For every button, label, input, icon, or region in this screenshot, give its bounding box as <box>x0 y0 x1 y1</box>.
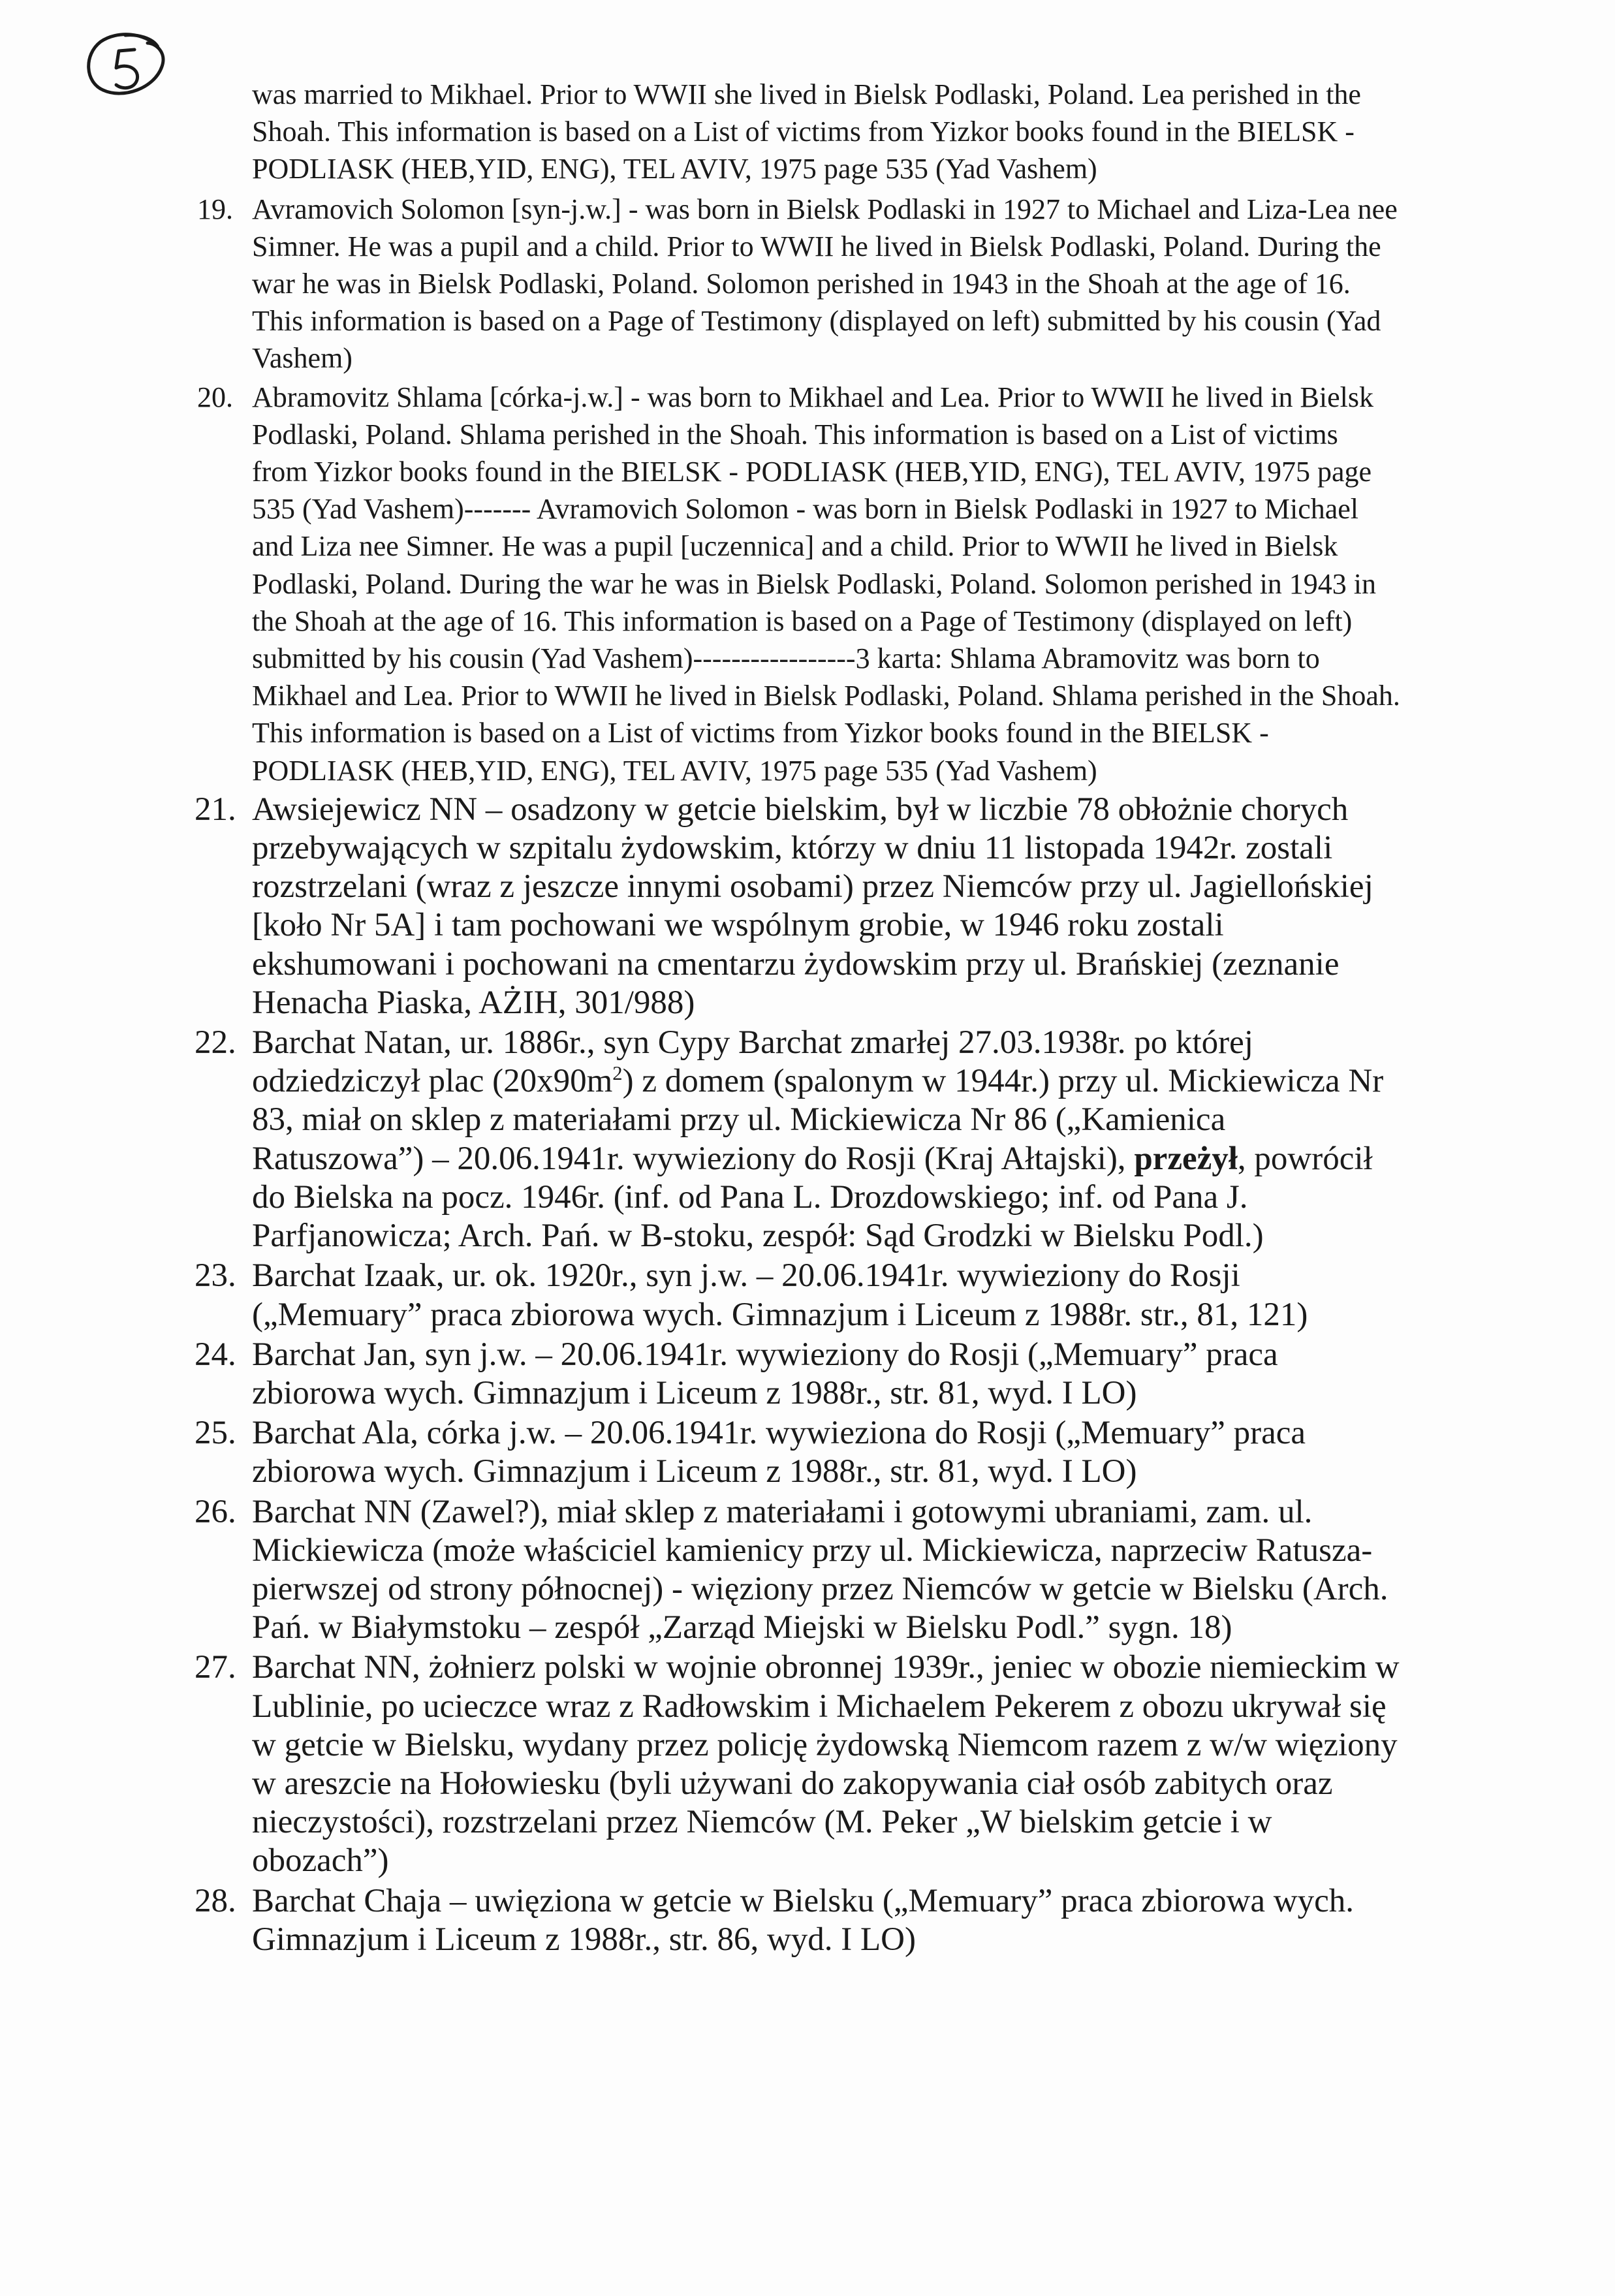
item-number: 22. <box>195 1024 236 1062</box>
list-item <box>195 1882 1401 1959</box>
item-text: Barchat NN (Zawel?), miał sklep z materiałami i gotowymi ubraniami, zam. ul. Mickiewicza (może właściciel kamienicy przy ul. Mickiewicza, naprzeciw Ratusza-pierwszej od strony północnej) - więziony przez Niemców w getcie w Bielsku (Arch. Pań. w Białymstoku – zespół „Zarząd Miejski w Bielsku Podl.” sygn. 18) <box>252 1493 1388 1646</box>
list-item <box>197 379 1401 789</box>
list-item <box>195 1336 1401 1413</box>
list-item <box>195 1414 1401 1491</box>
item-text: Barchat Chaja – uwięziona w getcie w Bielsku („Memuary” praca zbiorowa wych. Gimnazjum i Liceum z 1988r., str. 86, wyd. I LO) <box>252 1882 1355 1958</box>
item-number: 24. <box>195 1336 236 1373</box>
item-text: Avramovich Solomon [syn-j.w.] - was born in Bielsk Podlaski in 1927 to Michael and Liza-Lea nee Simner. He was a pupil and a child. Prior to WWII he lived in Bielsk Podlaski, Poland. During the war he was in Bielsk Podlaski, Poland. Solomon perished in 1943 in the Shoah at the age of 16. This information is based on a Page of Testimony (displayed on left) submitted by his cousin (Yad Vashem) <box>252 193 1398 375</box>
item-number: 20. <box>197 381 233 413</box>
item-text-part: , powrócił do Bielska na pocz. 1946r. (inf. od Pana L. Drozdowskiego; inf. od Pana J. Parfjanowicza; Arch. Pań. w B-stoku, zespół: Sąd Grodzki w Bielsku Podl.) <box>252 1140 1373 1255</box>
continuation-paragraph: was married to Mikhael. Prior to WWII she lived in Bielsk Podlaski, Poland. Lea perished in the Shoah. This information is based on a List of victims from Yizkor books found in the BIELSK - PODLIASK (HEB,YID, ENG), TEL AVIV, 1975 page 535 (Yad Vashem) <box>252 78 1361 185</box>
list-item <box>195 1648 1401 1880</box>
item-number: 27. <box>195 1649 236 1686</box>
superscript: 2 <box>612 1062 623 1085</box>
list-item <box>195 1493 1401 1648</box>
item-text: Barchat NN, żołnierz polski w wojnie obronnej 1939r., jeniec w obozie niemieckim w Lublinie, po ucieczce wraz z Radłowskim i Michaelem Pekerem z obozu ukrywał się w getcie w Bielsku, wydany przez policję żydowską Niemcom razem z w/w więziony w areszcie na Hołowiesku (byli używani do zakopywania ciał osób zabitych oraz nieczystości), rozstrzelani przez Niemców (M. Peker „W bielskim getcie i w obozach”) <box>252 1649 1400 1879</box>
item-number: 23. <box>195 1257 236 1295</box>
item-number: 25. <box>195 1415 236 1452</box>
item-text: Barchat Izaak, ur. ok. 1920r., syn j.w. – 20.06.1941r. wywieziony do Rosji („Memuary” praca zbiorowa wych. Gimnazjum i Liceum z 1988r. str., 81, 121) <box>252 1257 1308 1333</box>
handwritten-page-number <box>77 26 175 111</box>
item-number: 19. <box>197 193 233 225</box>
list-item <box>195 1257 1401 1334</box>
list-item <box>195 1024 1401 1255</box>
item-text: Awsiejewicz NN – osadzony w getcie bielskim, był w liczbie 78 obłożnie chorych przebywających w szpitalu żydowskim, którzy w dniu 11 listopada 1942r. zostali rozstrzelani (wraz z jeszcze innymi osobami) przez Niemców przy ul. Jagiellońskiej [koło Nr 5A] i tam pochowani we wspólnym grobie, w 1946 roku zostali ekshumowani i pochowani na cmentarzu żydowskim przy ul. Brańskiej (zeznanie Henacha Piaska, AŻIH, 301/988) <box>252 791 1373 1021</box>
item-text <box>252 1024 1401 1255</box>
item-number: 26. <box>195 1493 236 1530</box>
item-text: Barchat Ala, córka j.w. – 20.06.1941r. wywieziona do Rosji („Memuary” praca zbiorowa wych. Gimnazjum i Liceum z 1988r., str. 81, wyd. I LO) <box>252 1415 1306 1490</box>
item-text-part: Barchat Natan, ur. 1886r., syn Cypy Barchat zmarłej 27.03.1938r. po której odziedziczył plac (20x90m <box>252 1024 1253 1100</box>
item-number: 28. <box>195 1882 236 1919</box>
item-text: Abramovitz Shlama [córka-j.w.] - was born to Mikhael and Lea. Prior to WWII he lived in Bielsk Podlaski, Poland. Shlama perished in the Shoah. This information is based on a List of victims from Yizkor books found in the BIELSK - PODLIASK (HEB,YID, ENG), TEL AVIV, 1975 page 535 (Yad Vashem)------- Avramovich Solomon - was born in Bielsk Podlaski in 1927 to Michael and Liza nee Simner. He was a pupil [uczennica] and a child. Prior to WWII he lived in Bielsk Podlaski, Poland. During the war he was in Bielsk Podlaski, Poland. Solomon perished in 1943 in the Shoah at the age of 16. This information is based on a Page of Testimony (displayed on left) submitted by his cousin (Yad Vashem)-----------------3 karta: Shlama Abramovitz was born to Mikhael and Lea. Prior to WWII he lived in Bielsk Podlaski, Poland. Shlama perished in the Shoah. This information is based on a List of victims from Yizkor books found in the BIELSK - PODLIASK (HEB,YID, ENG), TEL AVIV, 1975 page 535 (Yad Vashem) <box>252 381 1400 787</box>
list-item <box>195 791 1401 1022</box>
item-text: Barchat Jan, syn j.w. – 20.06.1941r. wywieziony do Rosji („Memuary” praca zbiorowa wych. Gimnazjum i Liceum z 1988r., str. 81, wyd. I LO) <box>252 1336 1278 1411</box>
item-number: 21. <box>195 791 236 828</box>
list-item <box>197 191 1401 377</box>
bold-text: przeżył <box>1134 1140 1238 1177</box>
document-body <box>195 76 1401 1960</box>
item-text-part: ) z domem (spalonym w 1944r.) przy ul. Mickiewicza Nr 83, miał on sklep z materiałami przy ul. Mickiewicza Nr 86 („Kamienica Ratuszowa”) – 20.06.1941r. wywieziony do Rosji (Kraj Ałtajski), <box>252 1063 1384 1177</box>
